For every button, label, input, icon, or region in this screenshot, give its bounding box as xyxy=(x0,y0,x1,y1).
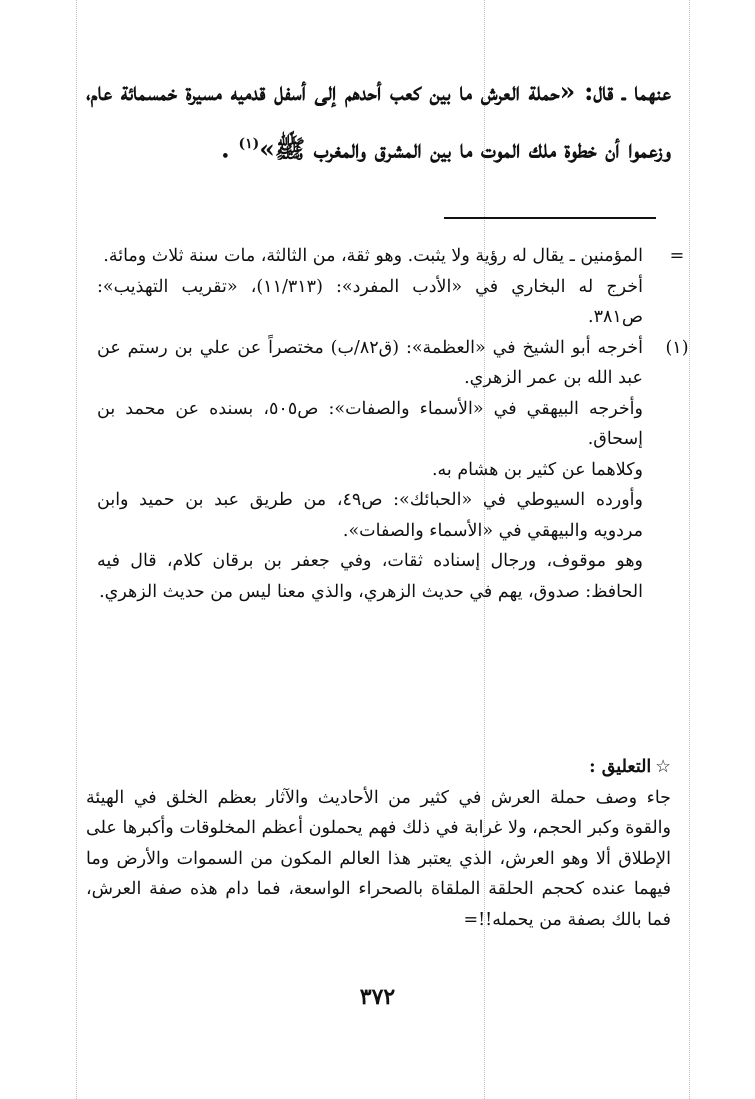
star-icon: ☆ xyxy=(655,757,671,777)
margin-guide-left xyxy=(76,0,77,1099)
footnotes xyxy=(97,241,697,607)
main-paragraph-text: عنهما ـ قال: «حملة العرش ما بين كعب أحدهم إلى أسفل قدميه مسيرة خمسمائة عام، وزعموا أن خطوة ملك الموت ما بين المشرق والمغرب ﷺ» xyxy=(86,77,671,164)
footnote-1 xyxy=(97,333,697,608)
commentary-section xyxy=(86,752,671,935)
footnote-marker: = xyxy=(669,246,685,266)
footnote-paragraph: وكلاهما عن كثير بن هشام به. xyxy=(431,459,643,480)
main-paragraph xyxy=(86,66,671,175)
commentary-text: جاء وصف حملة العرش في كثير من الأحاديث والآثار بعظم الخلق في الهيئة والقوة وكبر الحجم، ولا غرابة في ذلك فهم يحملون أعظم المخلوقات وأكبرها على الإطلاق ألا وهو العرش، الذي يعتبر هذا العالم المكون من السموات والأرض وما فيهما عنده كحجم الحلقة الملقاة بالصحراء الواسعة، فما دام هذه صفة العرش، فما بالك بصفة من يحمله!!= xyxy=(86,787,671,930)
main-paragraph-end: . xyxy=(221,134,230,164)
commentary-heading xyxy=(86,752,671,783)
footnote-paragraph: وأورده السيوطي في «الحبائك»: ص٤٩، من طريق عبد بن حميد وابن مردويه والبيهقي في «الأسماء والصفات». xyxy=(97,490,643,541)
footnote-separator xyxy=(444,217,656,219)
footnote-paragraph: أخرجه أبو الشيخ في «العظمة»: (ق٨٢/ب) مختصراً عن علي بن رستم عن عبد الله بن عمر الزهري. xyxy=(97,337,643,388)
footnote-marker: (١) xyxy=(665,337,689,358)
footnote-paragraph: أخرج له البخاري في «الأدب المفرد»: (١١/٣١٣)، «تقريب التهذيب»: ص٣٨١. xyxy=(97,276,643,327)
footnote-reference: (١) xyxy=(238,136,260,152)
footnote-paragraph: وأخرجه البيهقي في «الأسماء والصفات»: ص٥٠٥، بسنده عن محمد بن إسحاق. xyxy=(97,398,643,449)
page-number: ٣٧٢ xyxy=(359,984,396,1010)
footnote-paragraph: وهو موقوف، ورجال إسناده ثقات، وفي جعفر بن برقان كلام، قال فيه الحافظ: صدوق، يهم في حديث الزهري، والذي معنا ليس من حديث الزهري. xyxy=(97,551,643,602)
commentary-heading-text: التعليق : xyxy=(589,757,652,777)
main-text xyxy=(86,66,671,175)
footnote-paragraph: المؤمنين ـ يقال له رؤية ولا يثبت. وهو ثقة، من الثالثة، مات سنة ثلاث ومائة. xyxy=(103,246,643,266)
footnote-continued xyxy=(97,241,697,333)
